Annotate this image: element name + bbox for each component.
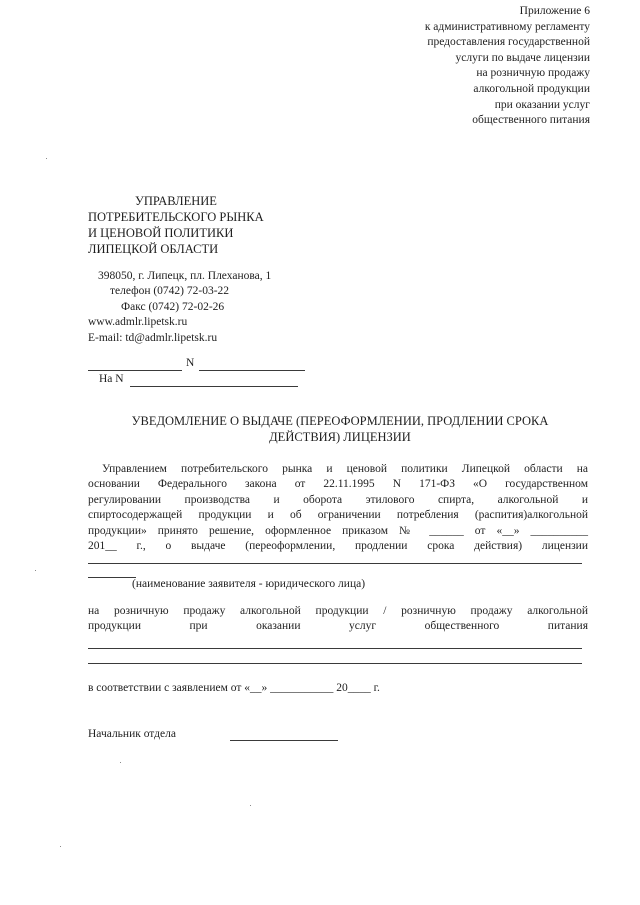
outgoing-number-field[interactable] <box>199 370 305 371</box>
organization-line: ЛИПЕЦКОЙ ОБЛАСТИ <box>88 242 219 256</box>
appendix-line: на розничную продажу <box>476 67 590 80</box>
reply-label: На N <box>99 373 124 385</box>
paragraph-line: основании Федерального закона от 22.11.1995 N 171-ФЗ «О государственном <box>88 478 588 491</box>
paragraph-line: продукции» принято решение, оформленное приказом № ______ от «__» __________ <box>88 524 588 537</box>
organization-header <box>88 193 264 257</box>
organization-line: УПРАВЛЕНИЕ <box>135 194 217 208</box>
applicant-name-field-continuation[interactable] <box>88 577 136 578</box>
accordance-line: в соответствии с заявлением от «__» ___________ 20____ г. <box>88 682 380 694</box>
applicant-caption: (наименование заявителя - юридического лица) <box>132 578 366 590</box>
scan-speck <box>250 805 251 806</box>
applicant-name-field[interactable] <box>88 563 582 564</box>
organization-website: www.admlr.lipetsk.ru <box>88 316 188 329</box>
scan-speck <box>60 846 61 847</box>
appendix-line: алкогольной продукции <box>473 82 590 95</box>
scan-speck <box>120 762 121 763</box>
paragraph-line: регулировании производства и оборота этилового спирта, алкогольной и <box>88 493 588 506</box>
organization-address: 398050, г. Липецк, пл. Плеханова, 1 <box>98 270 272 282</box>
scan-speck <box>35 570 36 571</box>
appendix-line: услуги по выдаче лицензии <box>455 51 590 64</box>
appendix-line: Приложение 6 <box>519 5 590 17</box>
sales-line: продукции при оказании услуг общественного питания <box>88 620 588 633</box>
paragraph-line: 201__ г., о выдаче (переоформлении, продлении срока действия) лицензии <box>88 540 588 553</box>
organization-line: ПОТРЕБИТЕЛЬСКОГО РЫНКА <box>88 210 264 224</box>
sales-type-paragraph <box>88 604 588 635</box>
appendix-line: при оказании услуг <box>494 98 590 111</box>
paragraph-line: Управлением потребительского рынка и ценовой политики Липецкой области на <box>102 463 588 475</box>
appendix-line: предоставления государственной <box>427 36 590 49</box>
appendix-line: к административному регламенту <box>424 20 590 33</box>
outgoing-date-field[interactable] <box>88 370 182 371</box>
decision-paragraph <box>88 462 588 554</box>
sales-details-field-1[interactable] <box>88 648 582 649</box>
sales-line: на розничную продажу алкогольной продукции / розничную продажу алкогольной <box>88 605 588 617</box>
reply-number-field[interactable] <box>130 386 298 387</box>
title-line: УВЕДОМЛЕНИЕ О ВЫДАЧЕ (ПЕРЕОФОРМЛЕНИИ, ПРОДЛЕНИИ СРОКА <box>131 414 549 428</box>
signature-field[interactable] <box>230 740 338 741</box>
number-label: N <box>186 357 195 369</box>
title-line: ДЕЙСТВИЯ) ЛИЦЕНЗИИ <box>269 430 411 444</box>
signature-label: Начальник отдела <box>88 728 176 740</box>
paragraph-line: спиртосодержащей продукции и об ограничении потребления (распития)алкогольной <box>88 509 588 522</box>
organization-line: И ЦЕНОВОЙ ПОЛИТИКИ <box>88 226 234 240</box>
scan-speck <box>46 158 47 159</box>
document-title <box>88 413 592 445</box>
organization-fax: Факс (0742) 72-02-26 <box>121 300 225 313</box>
organization-email: E-mail: td@admlr.lipetsk.ru <box>88 331 218 344</box>
organization-contacts <box>88 269 271 346</box>
appendix-line: общественного питания <box>472 114 590 127</box>
appendix-block <box>425 4 590 129</box>
sales-details-field-2[interactable] <box>88 663 582 664</box>
organization-phone: телефон (0742) 72-03-22 <box>110 285 230 298</box>
